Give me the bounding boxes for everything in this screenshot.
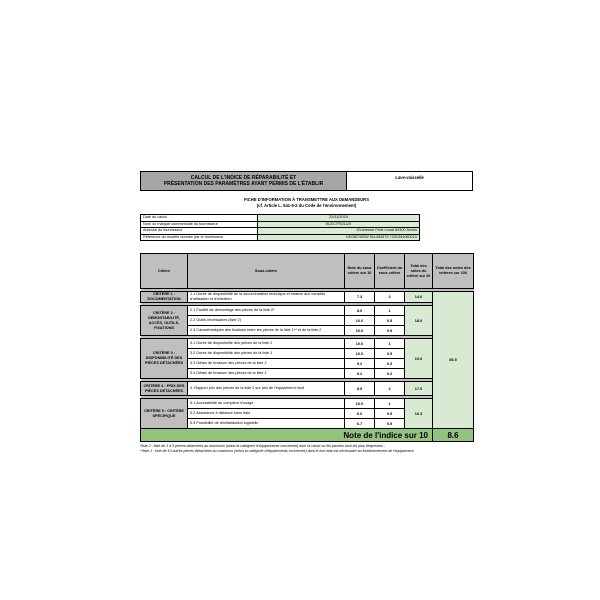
- sub-criterion: 3.4 Délais de livraison des pièces de la liste 1: [188, 369, 345, 379]
- sub-criterion: 5.1 Accessibilité du compteur d'usage: [188, 399, 345, 409]
- sub-coef: 1: [375, 306, 405, 316]
- info-label: Date du calcul: [141, 215, 258, 222]
- grand-total: 85.5: [433, 292, 474, 429]
- fiche-line1: FICHE D'INFORMATION À TRANSMETTRE AUX DEMANDEURS: [244, 197, 369, 202]
- col-sous-critere: Sous-critère: [188, 254, 345, 289]
- sub-coef: 0.5: [375, 409, 405, 419]
- sub-criterion: 2.2 Outils nécessaires (liste 2): [188, 316, 345, 326]
- info-value: KEGB7400W 911434579 7331394060010: [258, 234, 420, 241]
- fiche-heading: [140, 197, 473, 208]
- col-critere: Critère: [141, 254, 188, 289]
- info-value: 22/11/2024: [258, 215, 420, 222]
- sub-coef: 0.5: [375, 349, 405, 359]
- sub-coef: 0.2: [375, 369, 405, 379]
- sub-note: 9.2: [345, 359, 375, 369]
- sub-criterion: 3.1 Durée de disponibilité des pièces de la liste 2: [188, 339, 345, 349]
- table-row: [141, 382, 474, 396]
- sub-note: 9.2: [345, 369, 375, 379]
- footnotes: [140, 444, 473, 454]
- sub-coef: 0.5: [375, 316, 405, 326]
- info-label: Référence du modèle donnée par le fournisseur: [141, 234, 258, 241]
- criterion-total: 18.0: [405, 306, 433, 336]
- header-title-line2: PRÉSENTATION DES PARAMÈTRES AYANT PERMIS DE L'ÉTABLIR: [163, 181, 324, 187]
- sub-note: 10.0: [345, 349, 375, 359]
- repairability-sheet: [140, 171, 473, 454]
- header-title: [141, 172, 347, 190]
- info-table: [140, 214, 420, 241]
- sub-note: 10.0: [345, 399, 375, 409]
- table-row: [141, 306, 474, 316]
- criterion-total: 16.3: [405, 399, 433, 429]
- criterion-name: CRITÈRE 4 : PRIX DES PIÈCES DÉTACHÉES: [141, 382, 188, 396]
- sub-coef: 1: [375, 399, 405, 409]
- sub-note: 10.0: [345, 316, 375, 326]
- sub-criterion: 2.1 Facilité de démontage des pièces de la liste 2*: [188, 306, 345, 316]
- sub-note: 8.5: [345, 382, 375, 396]
- sub-coef: 0.3: [375, 359, 405, 369]
- sub-coef: 2: [375, 292, 405, 303]
- criterion-total: 14.6: [405, 292, 433, 303]
- fiche-line2: (cf. Article L. 541-9-2 du Code de l'environnement): [256, 202, 357, 208]
- sub-note: 6.7: [345, 419, 375, 429]
- sub-note: 6.0: [345, 409, 375, 419]
- sub-coef: 0.5: [375, 326, 405, 336]
- final-score-row: [141, 429, 474, 442]
- table-row: [141, 292, 474, 303]
- sub-criterion: 5.3 Possibilité de réinitialisation logicielle: [188, 419, 345, 429]
- sub-criterion: 4. Rapport prix des pièces de la liste 2 sur prix de l'équipement neuf: [188, 382, 345, 396]
- sub-note: 7.3: [345, 292, 375, 303]
- sub-note: 10.0: [345, 339, 375, 349]
- criterion-name: CRITÈRE 3 : DISPONIBILITÉ DES PIÈCES DÉTACHÉES: [141, 339, 188, 379]
- product-category: Lave-vaisselle: [395, 175, 424, 180]
- info-label: Adresse du fournisseur: [141, 228, 258, 235]
- sub-criterion: 5.2 Assistance à distance sans frais: [188, 409, 345, 419]
- sub-note: 10.0: [345, 326, 375, 336]
- sub-coef: 2: [375, 382, 405, 396]
- header: [140, 171, 473, 191]
- sub-criterion: 1.1 Durée de disponibilité de la documentation technique et relative aux conseils d'utilisation et d'entretien: [188, 292, 345, 303]
- header-title-line1: CALCUL DE L'INDICE DE RÉPARABILITÉ ET: [190, 175, 297, 181]
- col-total-critere: Total des notes du critère sur 20: [405, 254, 433, 289]
- final-score-label: Note de l'indice sur 10: [141, 429, 433, 442]
- col-total-all: Total des notes des critères sur 100: [433, 254, 474, 289]
- sub-criterion: 2.3 Caractéristiques des fixations entre les pièces de la liste 1** et de la liste 2: [188, 326, 345, 336]
- sub-criterion: 3.3 Délais de livraison des pièces de la liste 2: [188, 359, 345, 369]
- info-row-reference: [141, 234, 420, 241]
- sub-coef: 1: [375, 339, 405, 349]
- table-row: [141, 399, 474, 409]
- score-table-header: [141, 254, 474, 289]
- col-coef: Coefficient du sous critère: [375, 254, 405, 289]
- info-value: ELECTROLUX: [258, 221, 420, 228]
- footnote: *liste 2 : liste de 3 à 5 pièces détachées au maximum (selon la catégorie d'équipements concernée) dont la casse ou les pannes sont les plus fréquentes ;: [140, 444, 385, 448]
- criterion-name: CRITÈRE 1 : DOCUMENTATION: [141, 292, 188, 303]
- criterion-name: CRITÈRE 5 : CRITÈRE SPÉCIFIQUE: [141, 399, 188, 429]
- sub-criterion: 3.2 Durée de disponibilité des pièces de la liste 1: [188, 349, 345, 359]
- sub-coef: 0.5: [375, 419, 405, 429]
- score-table: [140, 253, 474, 442]
- col-note: Note du sous critère sur 10: [345, 254, 375, 289]
- info-value: 43 Avenue Felix Louat 60300 Senlis: [258, 228, 420, 235]
- criterion-name: CRITÈRE 2 : DÉMONTABILITÉ, ACCÈS, OUTILS, FIXATIONS: [141, 306, 188, 336]
- footnote: **liste 1 : liste de 10 autres pièces détachées au maximum (selon la catégorie d'équipements concernée) dont le bon état est nécessaire au fonctionnement de l'équipement.: [140, 449, 415, 453]
- info-label: Nom ou marque commerciale du fournisseur: [141, 221, 258, 228]
- table-row: [141, 339, 474, 349]
- criterion-total: 17.0: [405, 382, 433, 396]
- final-score-value: 8.6: [433, 429, 474, 442]
- sub-note: 8.0: [345, 306, 375, 316]
- criterion-total: 19.6: [405, 339, 433, 379]
